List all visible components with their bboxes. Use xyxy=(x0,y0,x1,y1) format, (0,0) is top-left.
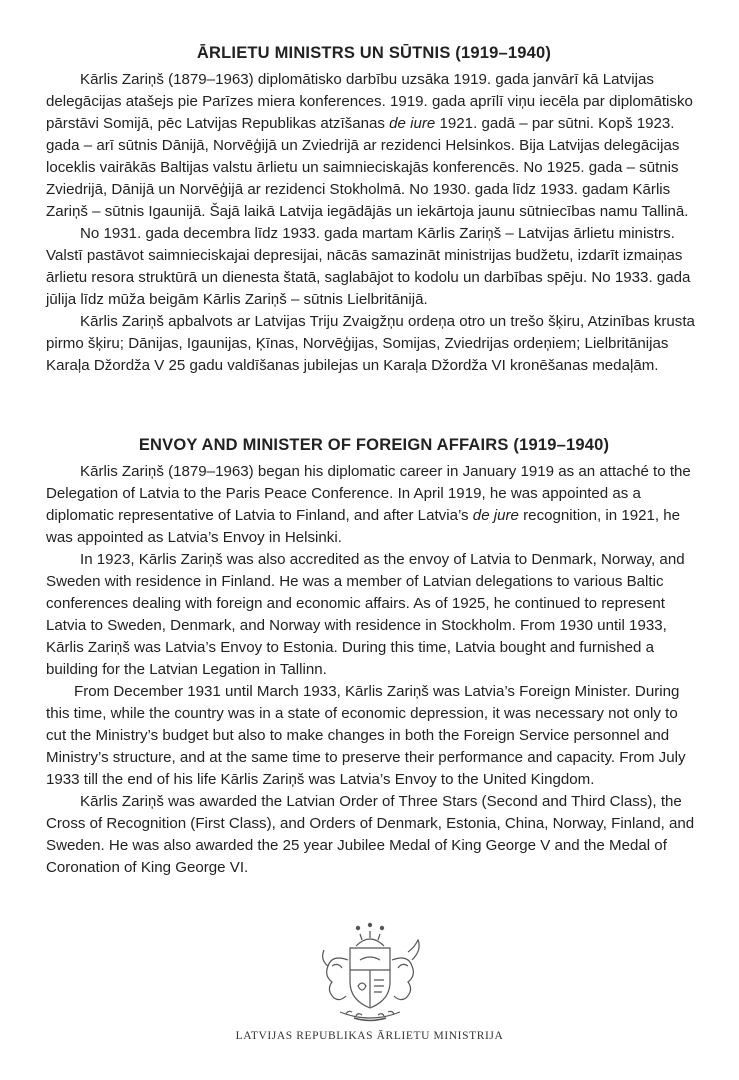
english-paragraph-3: From December 1931 until March 1933, Kārlis Zariņš was Latvia’s Foreign Minister. During this time, while the country was in a state of economic depression, it was necessary not only to cut the Ministry’s budget but also to make changes in both the Foreign Service personnel and Ministry’s structure, and at the same time to preserve their performance and capacity. From July 1933 till the end of his life Kārlis Zariņš was Latvia’s Envoy to the United Kingdom. xyxy=(46,683,686,788)
ministry-name: LATVIJAS REPUBLIKAS ĀRLIETU MINISTRIJA xyxy=(235,1030,504,1042)
english-heading: ENVOY AND MINISTER OF FOREIGN AFFAIRS (1919–1940) xyxy=(138,436,610,454)
footer xyxy=(0,920,739,1042)
english-italic-term: de jure xyxy=(472,507,519,524)
latvian-paragraph-3: Kārlis Zariņš apbalvots ar Latvijas Triju Zvaigžņu ordeņa otro un trešo šķiru, Atzinības krusta pirmo šķiru; Dānijas, Igaunijas, Ķīnas, Norvēģijas, Somijas, Zviedrijas ordeņiem; Lielbritānijas Karaļa Džordža V 25 gadu valdīšanas jubilejas un Karaļa Džordža VI kronēšanas medaļām. xyxy=(46,313,695,374)
english-paragraph-1: Kārlis Zariņš (1879–1963) began his diplomatic career in January 1919 as an attaché to the Delegation of Latvia to the Paris Peace Conference. In April 1919, he was appointed as a diplomatic representative of Latvia to Finland, and after Latvia’s de jure recognition, in 1921, he was appointed as Latvia’s Envoy in Helsinki. xyxy=(46,463,691,546)
english-paragraph-4: Kārlis Zariņš was awarded the Latvian Order of Three Stars (Second and Third Class), the Cross of Recognition (First Class), and Orders of Denmark, Estonia, China, Norway, Finland, and Sweden. He was also awarded the 25 year Jubilee Medal of King George V and the Medal of Coronation of King George VI. xyxy=(46,793,695,876)
english-section xyxy=(46,436,702,879)
latvian-paragraph-2: No 1931. gada decembra līdz 1933. gada martam Kārlis Zariņš – Latvijas ārlietu ministrs. Valstī pastāvot saimnieciskajai depresijai, nācās samazināt ministrijas budžetu, izdarīt izmaiņas ārlietu resora struktūrā un dienesta štatā, saglabājot to kodolu un darbības spēju. No 1933. gada jūlija līdz mūža beigām Kārlis Zariņš – sūtnis Lielbritānijā. xyxy=(46,225,691,308)
latvian-italic-term: de iure xyxy=(389,115,436,132)
english-paragraph-2: In 1923, Kārlis Zariņš was also accredited as the envoy of Latvia to Denmark, Norway, and Sweden with residence in Finland. He was a member of Latvian delegations to various Baltic conferences dealing with foreign and economic affairs. As of 1925, he continued to represent Latvia to Sweden, Denmark, and Norway with residence in Stockholm. From 1930 until 1933, Kārlis Zariņš was Latvia’s Envoy to Estonia. During this time, Latvia bought and furnished a building for the Latvian Legation in Tallinn. xyxy=(46,551,685,678)
latvian-section xyxy=(46,44,702,377)
latvian-heading: ĀRLIETU MINISTRS UN SŪTNIS (1919–1940) xyxy=(196,44,552,62)
latvian-paragraph-1: Kārlis Zariņš (1879–1963) diplomātisko darbību uzsāka 1919. gada janvārī kā Latvijas delegācijas atašejs pie Parīzes miera konferences. 1919. gada aprīlī viņu iecēla par diplomātisko pārstāvi Somijā, pēc Latvijas Republikas atzīšanas de iure 1921. gadā – par sūtni. Kopš 1923. gada – arī sūtnis Dānijā, Norvēģijā un Zviedrijā ar rezidenci Helsinkos. Bija Latvijas delegācijas loceklis vairākās Baltijas valstu ārlietu un saimnieciskajās konferencēs. No 1925. gada – sūtnis Zviedrijā, Dānijā un Norvēģijā ar rezidenci Stokholmā. No 1930. gada līdz 1933. gadam Kārlis Zariņš – sūtnis Igaunijā. Šajā laikā Latvija iegādājās un iekārtoja jaunu sūtniecības namu Tallinā. xyxy=(46,71,693,220)
latvia-coat-of-arms-icon xyxy=(310,920,430,1024)
